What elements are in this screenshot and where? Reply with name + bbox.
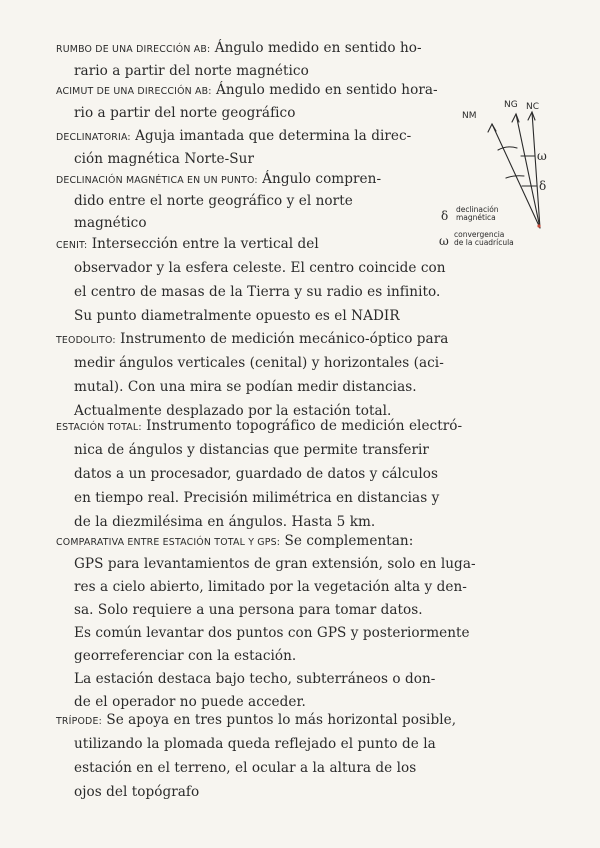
ng-label: NG	[504, 100, 518, 110]
entry-line: La estación destaca bajo techo, subterráneos o don-	[74, 671, 436, 687]
entry-line: rio a partir del norte geográfico	[74, 105, 296, 121]
declination-arc	[506, 176, 524, 178]
omega-symbol: ω	[537, 149, 547, 163]
convergence-arc	[498, 147, 517, 150]
entry-heading: ACIMUT DE UNA DIRECCIÓN AB:	[56, 86, 212, 97]
entry-heading: ESTACIÓN TOTAL:	[56, 422, 142, 433]
entry-text: Se complementan:	[284, 533, 414, 549]
entry-line: dido entre el norte geográfico y el norte	[74, 193, 353, 209]
entry-heading: DECLINATORIA:	[56, 132, 131, 143]
declination-legend-line: magnética	[456, 212, 496, 222]
entry-text: Ángulo compren-	[262, 171, 382, 187]
convergence-legend	[454, 231, 514, 247]
entry-comparativa	[56, 535, 542, 719]
omega-legend-symbol: ω	[439, 234, 449, 248]
north-directions-diagram	[436, 98, 596, 258]
entry-line: magnético	[74, 215, 147, 231]
entry-line: estación en el terreno, el ocular a la altura de los	[74, 760, 417, 776]
declination-legend	[456, 206, 499, 222]
grid-north-arrowhead	[528, 112, 535, 120]
declination-legend-line: declinación	[456, 205, 499, 214]
delta-symbol: δ	[539, 179, 547, 193]
entry-line: GPS para levantamientos de gran extensión, solo en luga-	[74, 556, 476, 572]
entry-text: Aguja imantada que determina la direc-	[135, 128, 412, 144]
entry-line: nica de ángulos y distancias que permite transferir	[74, 442, 429, 458]
entry-first-line	[56, 535, 542, 558]
convergence-legend-line: convergencia	[454, 230, 505, 239]
entry-line: medir ángulos verticales (cenital) y horizontales (aci-	[74, 355, 444, 371]
delta-legend-symbol: δ	[441, 209, 449, 223]
entry-line: de el operador no puede acceder.	[74, 694, 306, 710]
entry-line: ojos del topógrafo	[74, 784, 200, 800]
entry-heading: TEODOLITO:	[56, 335, 116, 346]
entry-line: el centro de masas de la Tierra y su radio es infinito.	[74, 284, 441, 300]
entry-line: georreferenciar con la estación.	[74, 648, 297, 664]
entry-heading: COMPARATIVA ENTRE ESTACIÓN TOTAL Y GPS:	[56, 537, 281, 548]
entry-heading: TRÍPODE:	[56, 716, 102, 727]
nm-label: NM	[462, 111, 477, 121]
entry-line: utilizando la plomada queda reflejado el punto de la	[74, 736, 436, 752]
entry-line: Es común levantar dos puntos con GPS y posteriormente	[74, 625, 470, 641]
origin-point	[537, 224, 540, 227]
nc-label: NC	[526, 102, 540, 112]
entry-line: rario a partir del norte magnético	[74, 63, 309, 79]
entry-line: sa. Solo requiere a una persona para tomar datos.	[74, 602, 423, 618]
entry-text: Instrumento topográfico de medición electró-	[146, 418, 463, 434]
entry-line: de la diezmilésima en ángulos. Hasta 5 km.	[74, 514, 376, 530]
entry-line: observador y la esfera celeste. El centro coincide con	[74, 260, 446, 276]
entry-text: Instrumento de medición mecánico-óptico para	[120, 331, 449, 347]
entry-line: Actualmente desplazado por la estación total.	[74, 403, 392, 419]
entry-heading: DECLINACIÓN MAGNÉTICA EN UN PUNTO:	[56, 175, 258, 186]
entry-line: Su punto diametralmente opuesto es el NADIR	[74, 308, 400, 324]
entry-tripode	[56, 714, 542, 810]
entry-first-line	[56, 333, 542, 357]
entry-estacion-total	[56, 420, 542, 540]
entry-text: Ángulo medido en sentido hora-	[216, 82, 438, 98]
convergence-legend-line: de la cuadrícula	[454, 237, 514, 247]
entry-first-line	[56, 42, 542, 65]
entry-heading: CENIT:	[56, 240, 88, 251]
entry-line: en tiempo real. Precisión milimétrica en distancias y	[74, 490, 440, 506]
entry-heading: RUMBO DE UNA DIRECCIÓN AB:	[56, 44, 211, 55]
entry-line: ción magnética Norte-Sur	[74, 151, 255, 167]
entry-text: Se apoya en tres puntos lo más horizontal posible,	[106, 712, 457, 728]
entry-text: Ángulo medido en sentido ho-	[214, 40, 422, 56]
entry-text: Intersección entre la vertical del	[91, 236, 319, 252]
entry-line: datos a un procesador, guardado de datos y cálculos	[74, 466, 439, 482]
entry-teodolito	[56, 333, 542, 429]
entry-line: mutal). Con una mira se podían medir distancias.	[74, 379, 417, 395]
entry-first-line	[56, 714, 542, 738]
entry-first-line	[56, 420, 542, 444]
entry-line: res a cielo abierto, limitado por la vegetación alta y den-	[74, 579, 467, 595]
